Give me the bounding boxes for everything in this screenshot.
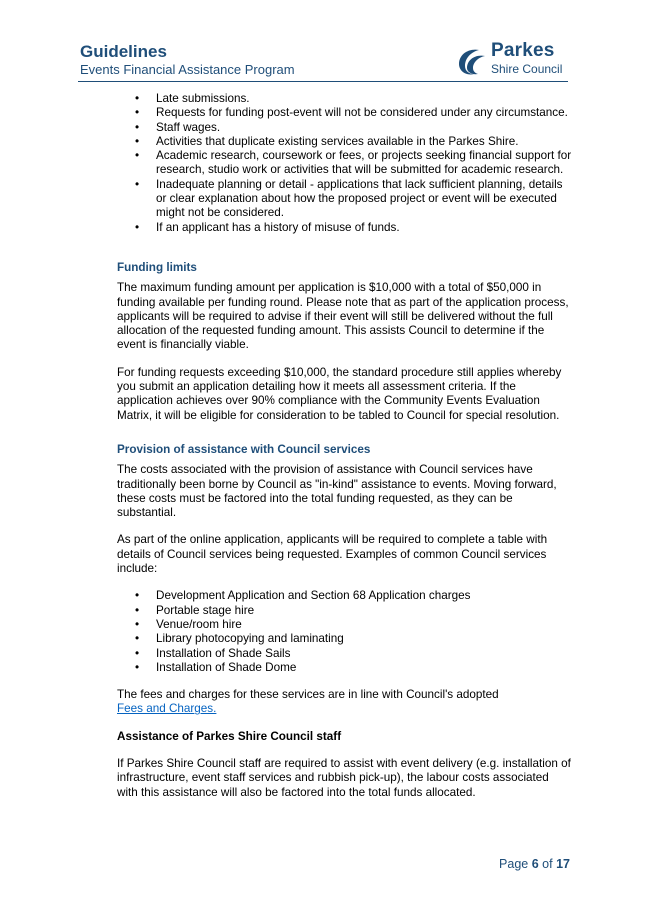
bullet-icon: • — [135, 149, 140, 163]
header-divider — [78, 81, 568, 82]
of-label: of — [542, 857, 553, 871]
funding-limits-paragraph-1: The maximum funding amount per application is $10,000 with a total of $50,000 in funding available per funding round. Please note that as part of the application process, applicants will be required to advise if their event will still be delivered without the full allocation of the requested funding amount. This assists Council to determine if the event is financially viable. — [117, 281, 569, 352]
bullet-icon: • — [135, 632, 140, 646]
list-item: • Inadequate planning or detail - applications that lack sufficient planning, details or clear explanation about how the proposed project or event will be executed might not be considered. — [135, 177, 563, 220]
council-services-paragraph-1: The costs associated with the provision of assistance with Council services have traditionally been borne by Council as "in-kind" assistance to events. Moving forward, these costs must be factored into the total funding requested, as they can be substantial. — [117, 463, 557, 520]
list-item: • Staff wages. — [135, 120, 221, 134]
staff-heading: Assistance of Parkes Shire Council staff — [117, 729, 342, 743]
list-item: • Late submissions. — [135, 92, 250, 105]
bullet-icon: • — [135, 660, 140, 674]
council-services-heading: Provision of assistance with Council services — [117, 442, 371, 456]
fees-paragraph — [117, 688, 572, 717]
bullet-icon: • — [135, 589, 140, 603]
page-number — [499, 857, 570, 871]
bullet-icon: • — [135, 617, 140, 631]
bullet-icon: • — [135, 646, 140, 660]
bullet-icon: • — [135, 92, 140, 105]
page-total: 17 — [556, 857, 570, 871]
parkes-logo-mark-icon — [455, 44, 489, 78]
exclusions-list — [117, 92, 572, 235]
council-services-list — [117, 589, 572, 675]
bullet-icon: • — [135, 106, 140, 120]
list-item: • Academic research, coursework or fees, or projects seeking financial support for research, studio work or activities that will be submitted for academic research. — [135, 149, 572, 177]
list-item: • Activities that duplicate existing services available in the Parkes Shire. — [135, 134, 519, 148]
logo-text-shire-council: Shire Council — [491, 62, 563, 76]
page-content — [117, 92, 572, 800]
council-services-paragraph-2: As part of the online application, applicants will be required to complete a table with details of Council services being requested. Examples of common Council services include: — [117, 533, 548, 576]
bullet-icon: • — [135, 120, 140, 134]
page-label: Page — [499, 857, 529, 871]
fees-and-charges-link[interactable]: Fees and Charges. — [117, 702, 217, 716]
list-item: • If an applicant has a history of misuse of funds. — [135, 220, 400, 234]
bullet-icon: • — [135, 177, 140, 191]
list-item: • Installation of Shade Sails — [135, 646, 291, 660]
funding-limits-heading: Funding limits — [117, 260, 197, 274]
staff-paragraph: If Parkes Shire Council staff are required to assist with event delivery (e.g. installation of infrastructure, event staff services and rubbish pick-up), the labour costs associated with this assistance will also be factored into the total funds allocated. — [117, 756, 571, 799]
list-item: • Development Application and Section 68 Application charges — [135, 589, 471, 603]
list-item: • Requests for funding post-event will not be considered under any circumstance. — [135, 106, 568, 120]
list-item: • Portable stage hire — [135, 603, 255, 617]
list-item: • Installation of Shade Dome — [135, 660, 297, 674]
logo-text-parkes: Parkes — [491, 40, 555, 61]
list-item: • Venue/room hire — [135, 617, 242, 631]
header-title: Guidelines — [80, 42, 167, 61]
page-current: 6 — [531, 857, 539, 871]
bullet-icon: • — [135, 134, 140, 148]
fees-text: The fees and charges for these services are in line with Council's adopted — [117, 688, 499, 702]
header-subtitle: Events Financial Assistance Program — [80, 62, 295, 77]
list-item: • Library photocopying and laminating — [135, 632, 344, 646]
bullet-icon: • — [135, 220, 140, 234]
parkes-logo — [455, 42, 570, 78]
funding-limits-paragraph-2: For funding requests exceeding $10,000, the standard procedure still applies whereby you submit an application detailing how it meets all assessment criteria. If the application achieves over 90% compliance with the Community Events Evaluation Matrix, it will be eligible for consideration to be tabled to Council for special resolution. — [117, 365, 562, 422]
bullet-icon: • — [135, 603, 140, 617]
